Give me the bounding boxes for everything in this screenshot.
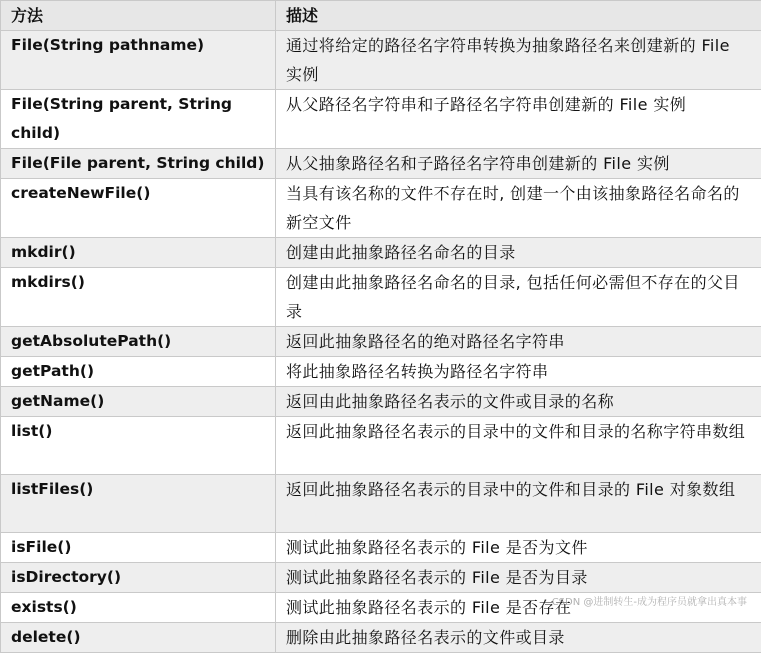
- table-row: [1, 149, 761, 179]
- description-cell: 创建由此抽象路径名命名的目录: [276, 238, 761, 268]
- table-header-row: [1, 1, 761, 31]
- method-cell: listFiles(): [1, 475, 276, 533]
- description-cell: 返回由此抽象路径名表示的文件或目录的名称: [276, 387, 761, 417]
- method-cell: getAbsolutePath(): [1, 327, 276, 357]
- table-row: [1, 533, 761, 563]
- watermark: CSDN @进制转生-成为程序员就拿出真本事: [552, 593, 747, 608]
- table-row: [1, 31, 761, 90]
- description-cell: 从父抽象路径名和子路径名字符串创建新的 File 实例: [276, 149, 761, 179]
- description-cell: 通过将给定的路径名字符串转换为抽象路径名来创建新的 File 实例: [276, 31, 761, 90]
- description-cell: 测试此抽象路径名表示的 File 是否存在: [276, 593, 761, 623]
- description-cell: 创建由此抽象路径名命名的目录, 包括任何必需但不存在的父目录: [276, 268, 761, 327]
- method-cell: delete(): [1, 623, 276, 653]
- table-row: [1, 387, 761, 417]
- table-row: [1, 327, 761, 357]
- method-cell: isDirectory(): [1, 563, 276, 593]
- description-cell: 返回此抽象路径名的绝对路径名字符串: [276, 327, 761, 357]
- description-cell: 将此抽象路径名转换为路径名字符串: [276, 357, 761, 387]
- method-cell: File(String pathname): [1, 31, 276, 90]
- method-cell: exists(): [1, 593, 276, 623]
- method-cell: mkdirs(): [1, 268, 276, 327]
- description-cell: 返回此抽象路径名表示的目录中的文件和目录的名称字符串数组: [276, 417, 761, 475]
- description-cell: 返回此抽象路径名表示的目录中的文件和目录的 File 对象数组: [276, 475, 761, 533]
- table-row: [1, 417, 761, 475]
- table-row: [1, 623, 761, 653]
- description-cell: 删除由此抽象路径名表示的文件或目录: [276, 623, 761, 653]
- method-cell: File(File parent, String child): [1, 149, 276, 179]
- table-row: [1, 357, 761, 387]
- description-cell: 当具有该名称的文件不存在时, 创建一个由该抽象路径名命名的新空文件: [276, 179, 761, 238]
- table-row: [1, 90, 761, 149]
- description-cell: 测试此抽象路径名表示的 File 是否为目录: [276, 563, 761, 593]
- description-cell: 测试此抽象路径名表示的 File 是否为文件: [276, 533, 761, 563]
- table-row: [1, 475, 761, 533]
- method-cell: getName(): [1, 387, 276, 417]
- header-method: 方法: [1, 1, 276, 31]
- table-row: [1, 179, 761, 238]
- method-cell: getPath(): [1, 357, 276, 387]
- method-cell: File(String parent, String child): [1, 90, 276, 149]
- method-cell: createNewFile(): [1, 179, 276, 238]
- method-cell: mkdir(): [1, 238, 276, 268]
- table-row: [1, 268, 761, 327]
- description-cell: 从父路径名字符串和子路径名字符串创建新的 File 实例: [276, 90, 761, 149]
- method-cell: isFile(): [1, 533, 276, 563]
- table-row: [1, 563, 761, 593]
- method-cell: list(): [1, 417, 276, 475]
- table-row: [1, 238, 761, 268]
- header-description: 描述: [276, 1, 761, 31]
